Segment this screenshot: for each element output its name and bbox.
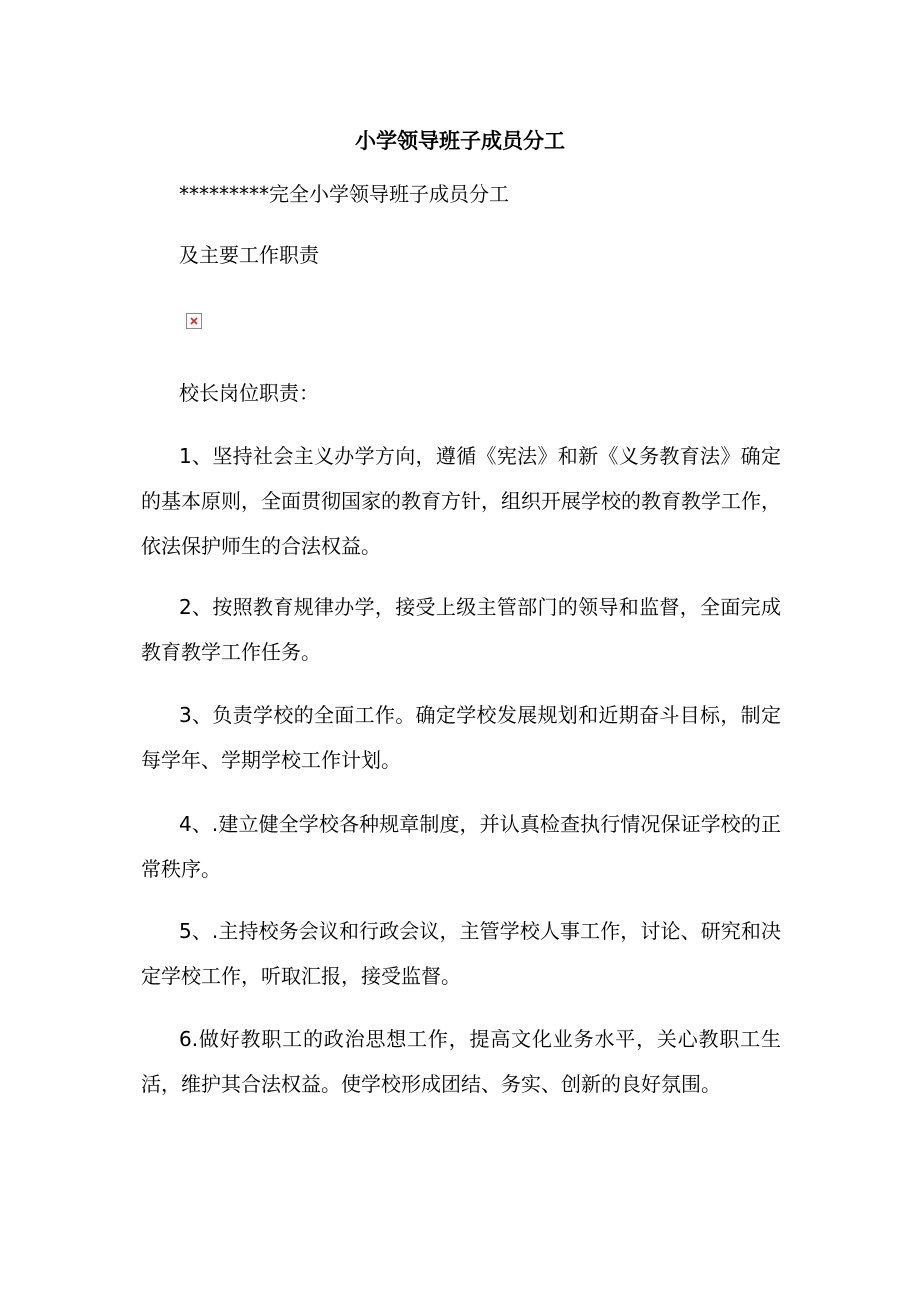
- duty-item-6: 6.做好教职工的政治思想工作，提高文化业务水平，关心教职工生活，维护其合法权益。使学校形成团结、务实、创新的良好氛围。: [141, 1027, 781, 1096]
- document-title: 小学领导班子成员分工: [355, 129, 565, 153]
- broken-image-icon: [186, 313, 202, 329]
- duty-item-1: 1、坚持社会主义办学方向，遵循《宪法》和新《义务教育法》确定的基本原则，全面贯彻国家的教育方针，组织开展学校的教育教学工作，依法保护师生的合法权益。: [141, 444, 781, 558]
- section-heading: 校长岗位职责：: [179, 381, 319, 405]
- duty-item-4: 4、.建立健全学校各种规章制度，并认真检查执行情况保证学校的正常秩序。: [141, 812, 781, 881]
- duty-item-5: 5、.主持校务会议和行政会议，主管学校人事工作，讨论、研究和决定学校工作，听取汇报，接受监督。: [141, 919, 781, 988]
- subtitle-line-1: *********完全小学领导班子成员分工: [179, 182, 509, 206]
- duty-item-2: 2、按照教育规律办学，接受上级主管部门的领导和监督，全面完成教育教学工作任务。: [141, 595, 781, 664]
- subtitle-line-2: 及主要工作职责: [179, 243, 319, 267]
- image-x-mark: [190, 317, 198, 325]
- duty-item-3: 3、负责学校的全面工作。确定学校发展规划和近期奋斗目标，制定每学年、学期学校工作计划。: [141, 703, 781, 772]
